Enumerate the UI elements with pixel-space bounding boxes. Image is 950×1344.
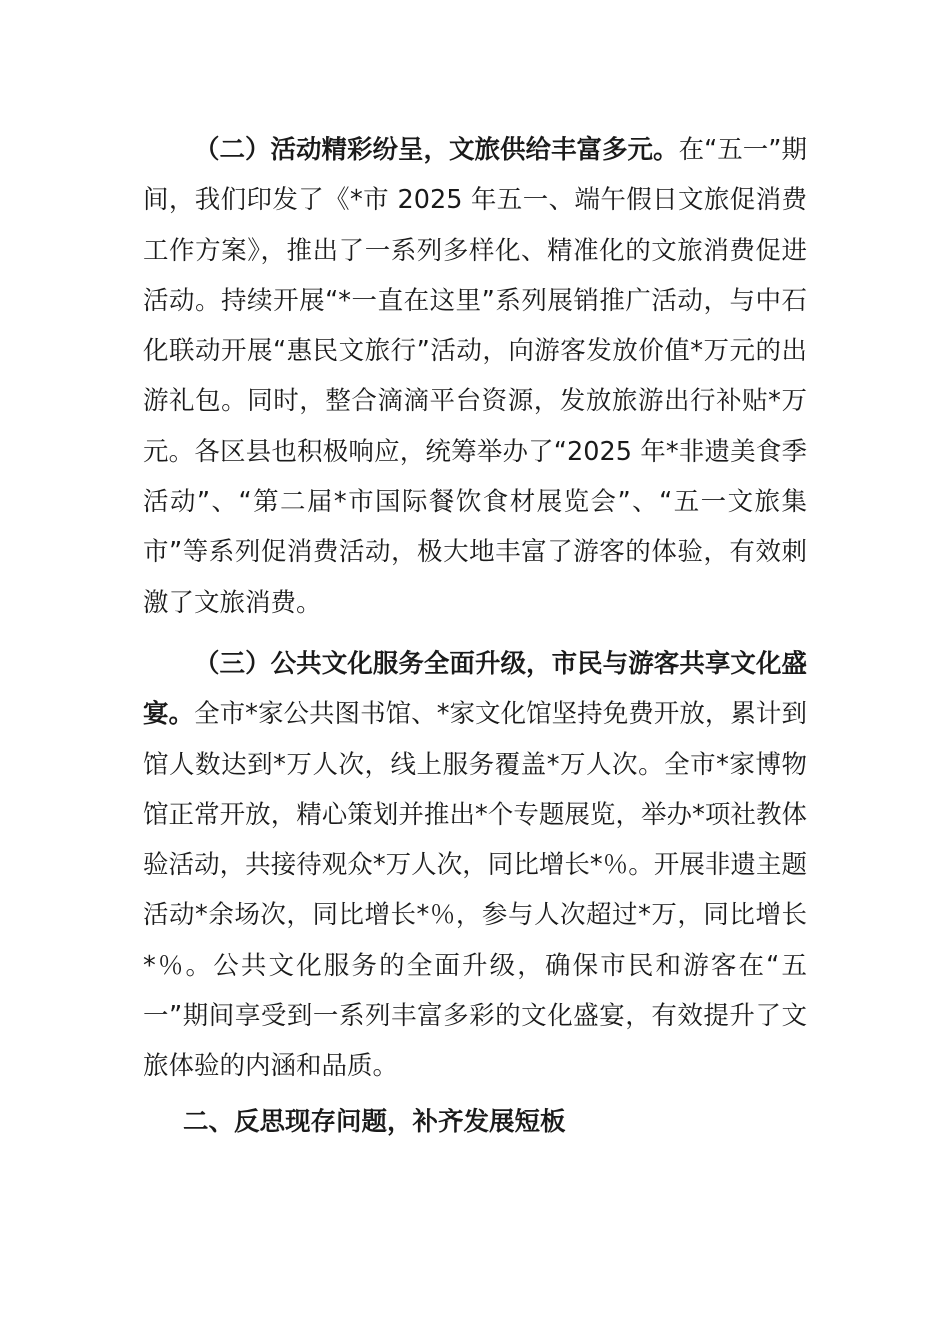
document-body [143,125,807,1092]
paragraph-activities [143,125,807,628]
paragraph-activities-lead: （二）活动精彩纷呈，文旅供给丰富多元。 [194,135,679,165]
paragraph-activities-text: 在“五一”期间，我们印发了《*市 2025 年五一、端午假日文旅促消费工作方案》，推出了一系列多样化、精准化的文旅消费促进活动。持续开展“*一直在这里”系列展销推广活动，与中石化联动开展“惠民文旅行”活动，向游客发放价值*万元的出游礼包。同时，整合滴滴平台资源，发放旅游出行补贴*万元。各区县也积极响应，统筹举办了“2025 年*非遗美食季活动”、“第二届*市国际餐饮食材展览会”、“五一文旅集市”等系列促消费活动，极大地丰富了游客的体验，有效刺激了文旅消费。 [143,135,807,618]
paragraph-public-culture-lead: （三）公共文化服务全面升级，市民与游客共享文化盛宴。 [143,648,807,730]
section-heading: 二、反思现存问题，补齐发展短板 [183,1107,566,1137]
paragraph-public-culture [143,639,807,1092]
paragraph-public-culture-text: 全市*家公共图书馆、*家文化馆坚持免费开放，累计到馆人数达到*万人次，线上服务覆盖*万人次。全市*家博物馆正常开放，精心策划并推出*个专题展览，举办*项社教体验活动，共接待观众*万人次，同比增长*％。开展非遗主题活动*余场次，同比增长*％，参与人次超过*万，同比增长*％。公共文化服务的全面升级，确保市民和游客在“五一”期间享受到一系列丰富多彩的文化盛宴，有效提升了文旅体验的内涵和品质。 [143,699,807,1082]
